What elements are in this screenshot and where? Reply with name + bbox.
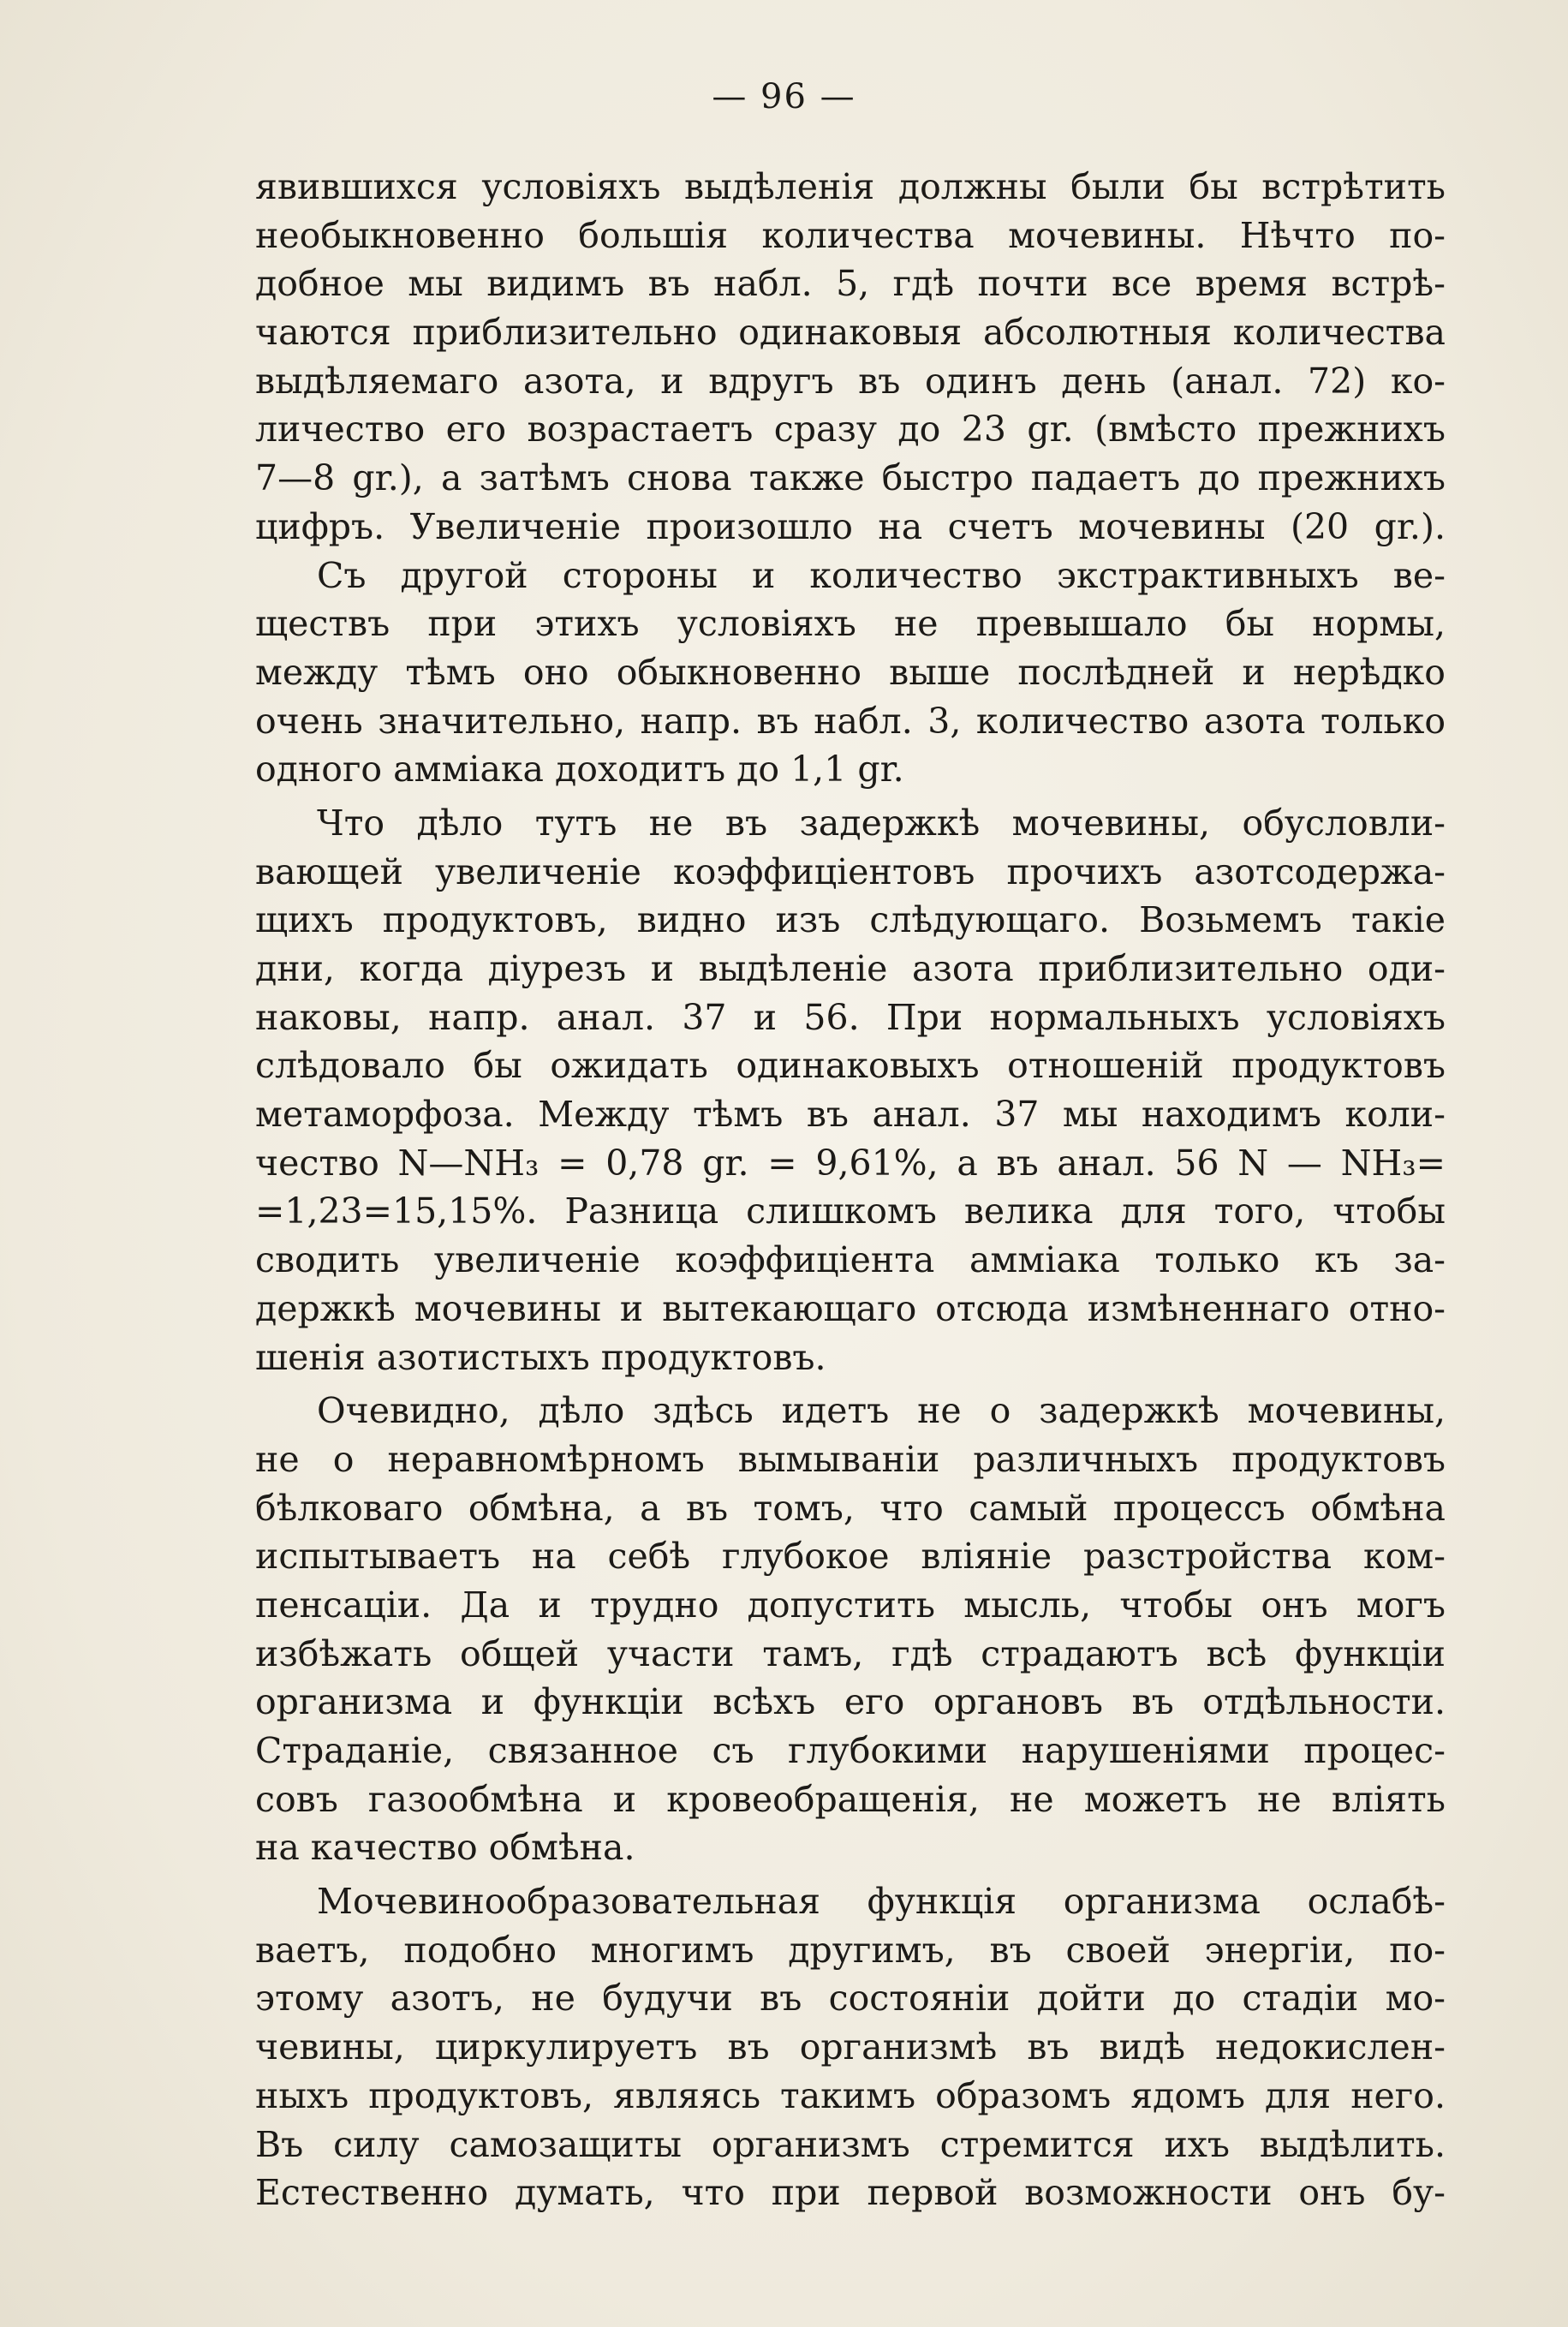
text-line: избѣжать общей участи тамъ, гдѣ страдаютъ всѣ функціи xyxy=(255,1632,1446,1674)
text-line: =1,23=15,15%. Разница слишкомъ велика для того, чтобы xyxy=(255,1190,1446,1232)
text-line: Въ силу самозащиты организмъ стремится ихъ выдѣлить. xyxy=(255,2123,1446,2165)
paragraph-3 xyxy=(255,799,1446,1381)
text-line: дни, когда діурезъ и выдѣленіе азота приблизительно оди- xyxy=(255,948,1446,989)
text-line: метаморфоза. Между тѣмъ въ анал. 37 мы находимъ коли- xyxy=(255,1094,1446,1136)
text-line: добное мы видимъ въ набл. 5, гдѣ почти все время встрѣ- xyxy=(255,263,1446,305)
text-line: чество N—NH₃ = 0,78 gr. = 9,61%, а въ анал. 56 N — NH₃= xyxy=(255,1142,1446,1184)
text-line: сводить увеличеніе коэффиціента амміака только къ за- xyxy=(255,1239,1446,1281)
text-line: совъ газообмѣна и кровеобращенія, не можетъ не вліять xyxy=(255,1778,1446,1820)
text-line: Мочевинообразовательная функція организма ослабѣ- xyxy=(317,1881,1446,1923)
text-line: ваетъ, подобно многимъ другимъ, въ своей энергіи, по- xyxy=(255,1929,1446,1971)
text-line: 7—8 gr.), а затѣмъ снова также быстро падаетъ до прежнихъ xyxy=(255,457,1446,499)
paragraph-2 xyxy=(255,552,1446,794)
paragraph-4 xyxy=(255,1387,1446,1872)
text-line: пенсаціи. Да и трудно допустить мысль, чтобы онъ могъ xyxy=(255,1584,1446,1626)
text-line: ществъ при этихъ условіяхъ не превышало бы нормы, xyxy=(255,603,1446,645)
text-line: организма и функціи всѣхъ его органовъ въ отдѣльности. xyxy=(255,1681,1446,1723)
text-line: явившихся условіяхъ выдѣленія должны были бы встрѣтить xyxy=(255,166,1446,207)
text-line: выдѣляемаго азота, и вдругъ въ одинъ день (анал. 72) ко- xyxy=(255,360,1446,402)
text-line: шенія азотистыхъ продуктовъ. xyxy=(255,1336,826,1378)
body-text xyxy=(255,163,1446,2217)
text-line: Что дѣло тутъ не въ задержкѣ мочевины, обусловли- xyxy=(317,802,1446,844)
text-line: между тѣмъ оно обыкновенно выше послѣдней и нерѣдко xyxy=(255,651,1446,693)
text-line: цифръ. Увеличеніе произошло на счетъ мочевины (20 gr.). xyxy=(255,505,1446,547)
text-line: испытываетъ на себѣ глубокое вліяніе разстройства ком- xyxy=(255,1536,1446,1578)
paragraph-1 xyxy=(255,163,1446,552)
text-line: не о неравномѣрномъ вымываніи различныхъ продуктовъ xyxy=(255,1438,1446,1480)
text-line: бѣлковаго обмѣна, а въ томъ, что самый процессъ обмѣна xyxy=(255,1487,1446,1529)
text-line: необыкновенно большія количества мочевины. Нѣчто по- xyxy=(255,214,1446,256)
text-line: очень значительно, напр. въ набл. 3, количество азота только xyxy=(255,700,1446,742)
text-line: чаются приблизительно одинаковыя абсолютныя количества xyxy=(255,312,1446,354)
text-line: чевины, циркулируетъ въ организмѣ въ видѣ недокислен- xyxy=(255,2026,1446,2068)
text-line: наковы, напр. анал. 37 и 56. При нормальныхъ условіяхъ xyxy=(255,996,1446,1038)
text-line: Съ другой стороны и количество экстрактивныхъ ве- xyxy=(317,554,1446,596)
text-line: вающей увеличеніе коэффиціентовъ прочихъ азотсодержа- xyxy=(255,850,1446,892)
text-line: ныхъ продуктовъ, являясь такимъ образомъ ядомъ для него. xyxy=(255,2074,1446,2116)
text-line: держкѣ мочевины и вытекающаго отсюда измѣненнаго отно- xyxy=(255,1287,1446,1329)
text-line: Естественно думать, что при первой возможности онъ бу- xyxy=(255,2172,1446,2214)
text-line: одного амміака доходитъ до 1,1 gr. xyxy=(255,749,904,791)
text-line: личество его возрастаетъ сразу до 23 gr. (вмѣсто прежнихъ xyxy=(255,409,1446,450)
text-line: щихъ продуктовъ, видно изъ слѣдующаго. Возьмемъ такіе xyxy=(255,899,1446,941)
page-number: — 96 — xyxy=(712,77,856,116)
text-line: этому азотъ, не будучи въ состояніи дойти до стадіи мо- xyxy=(255,1978,1446,2020)
text-line: Очевидно, дѣло здѣсь идетъ не о задержкѣ мочевины, xyxy=(317,1390,1446,1432)
paragraph-5 xyxy=(255,1877,1446,2217)
text-line: на качество обмѣна. xyxy=(255,1827,635,1869)
text-line: Страданіе, связанное съ глубокими нарушеніями процес- xyxy=(255,1730,1446,1771)
text-line: слѣдовало бы ожидать одинаковыхъ отношеній продуктовъ xyxy=(255,1045,1446,1087)
